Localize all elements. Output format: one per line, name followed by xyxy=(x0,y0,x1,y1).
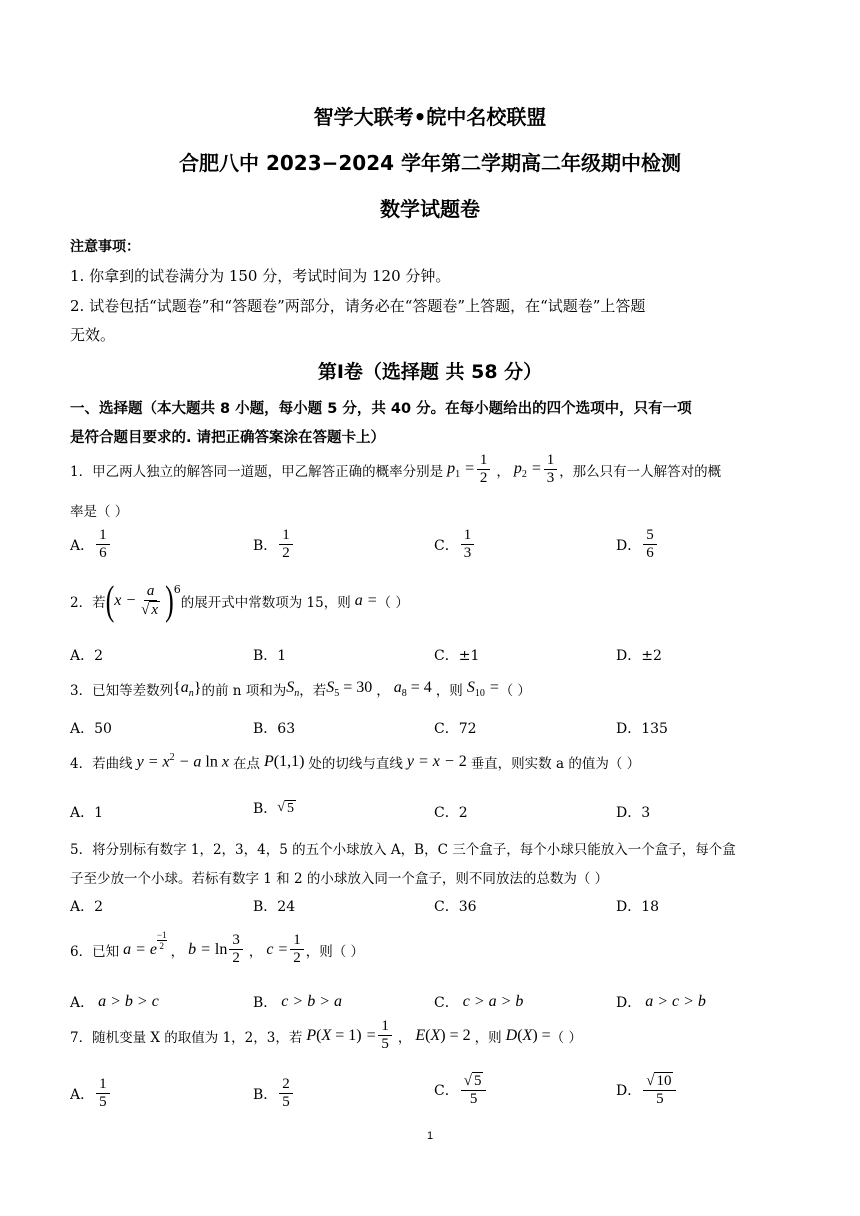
section-line2: 是符合题目要求的. 请把正确答案涂在答题卡上） xyxy=(70,430,386,446)
notes-title: 注意事项： xyxy=(70,239,140,255)
q1-option-b: B． $\frac{1}{2}$ xyxy=(253,527,295,563)
question-3: 3．已知等差数列 { $a_n$ } 的前 n 项和为 $S_n$ ，若 $S_5 = 30$ ， $a_8 = 4$ ，则 $S_{10}$ = （ ） xyxy=(70,679,531,700)
notes-item1: 1. 你拿到的试卷满分为 150 分，考试时间为 120 分钟。 xyxy=(70,267,451,285)
q5-option-c: C．36 xyxy=(434,899,477,915)
exam-header-line3: 数学试题卷 xyxy=(380,197,480,221)
question-2: 2．若 ( x − $\frac{a}{√ x}$ ) 6 的展开式中常数项为 15，则 a = （ ） xyxy=(70,577,409,624)
q7-option-b: B． $\frac{2}{5}$ xyxy=(253,1076,295,1112)
q1-p2: $p_2$ = xyxy=(513,459,542,480)
q4-option-a: A．1 xyxy=(70,805,104,821)
q3-option-b: B．63 xyxy=(253,721,296,737)
q7-option-c: C． $\frac{√ 5}{5}$ xyxy=(434,1072,488,1109)
q3-option-a: A．50 xyxy=(70,721,112,737)
q5-option-b: B．24 xyxy=(253,899,296,915)
q3-option-d: D．135 xyxy=(616,721,668,737)
q5-option-a: A．2 xyxy=(70,899,104,915)
q3-option-c: C．72 xyxy=(434,721,477,737)
q1-text-b: ，那么只有一人解答对的概 xyxy=(559,463,722,480)
page-number: 1 xyxy=(426,1130,434,1142)
q1-p2-frac: $\frac{1}{3}$ xyxy=(544,452,558,488)
q6-option-c: C． c > a > b xyxy=(434,993,524,1011)
q7-option-a: A． $\frac{1}{5}$ xyxy=(70,1076,112,1112)
q5-line2: 子至少放一个小球。若标有数字 1 和 2 的小球放入同一个盒子，则不同放法的总数为（ ） xyxy=(70,871,609,887)
question-6: 6．已知 a = e −1 2 ， b = ln $\frac{3}{2}$ ， c = $\frac{1}{2}$ ，则（ ） xyxy=(70,930,365,967)
q5-option-d: D．18 xyxy=(616,899,660,915)
notes-item2a: 2. 试卷包括“试题卷”和“答题卷”两部分，请务必在“答题卷”上答题，在“试题卷”上答题 xyxy=(70,297,646,315)
q2-option-c: C．±1 xyxy=(434,648,480,664)
part-title: 第Ⅰ卷（选择题 共 58 分） xyxy=(317,361,543,383)
q4-option-d: D．3 xyxy=(616,805,651,821)
section-line1: 一、选择题（本大题共 8 小题，每小题 5 分，共 40 分。在每小题给出的四个选项中，只有一项 xyxy=(70,401,692,417)
question-1: 1．甲乙两人独立的解答同一道题，甲乙解答正确的概率分别是 $p_1$ = $\frac{1}{2}$ ， $p_2$ = $\frac{1}{3}$ ，那么只有一人解答对的概 xyxy=(70,452,722,487)
question-7: 7．随机变量 X 的取值为 1，2，3，若 P(X = 1) = $\frac{1}{5}$ ， E(X) = 2 ，则 D(X) = （ ） xyxy=(70,1018,582,1053)
q1-p1-frac: $\frac{1}{2}$ xyxy=(477,452,491,488)
q2-option-a: A．2 xyxy=(70,648,104,664)
q1-option-c: C． $\frac{1}{3}$ xyxy=(434,527,476,563)
q1-p1: $p_1$ = xyxy=(447,459,475,480)
q1-option-a: A． $\frac{1}{6}$ xyxy=(70,527,112,563)
q2-option-d: D．±2 xyxy=(616,648,662,664)
q1-option-d: D． $\frac{5}{6}$ xyxy=(616,527,659,563)
q4-option-b: B． √ 5 xyxy=(253,800,294,817)
question-4: 4．若曲线 $y = x^2 - a$ ln x 在点 P(1,1) 处的切线与直线 y = x − 2 垂直，则实数 a 的值为（ ） xyxy=(70,752,641,772)
exam-header-line2: 合肥八中 2023−2024 学年第二学期高二年级期中检测 xyxy=(178,151,681,175)
q6-option-a: A． a > b > c xyxy=(70,993,159,1011)
q6-option-b: B． c > b > a xyxy=(253,993,342,1011)
q2-option-b: B．1 xyxy=(253,648,287,664)
q4-option-c: C．2 xyxy=(434,805,468,821)
q1-text-c: 率是（ ） xyxy=(70,504,129,520)
notes-item2b: 无效。 xyxy=(70,326,116,344)
q7-option-d: D． $\frac{√ 10}{5}$ xyxy=(616,1072,678,1109)
q6-option-d: D． a > c > b xyxy=(616,993,706,1011)
q5-line1: 5．将分别标有数字 1，2，3，4，5 的五个小球放入 A，B，C 三个盒子，每个小球只能放入一个盒子，每个盒 xyxy=(70,842,736,858)
q1-text-a: 1．甲乙两人独立的解答同一道题，甲乙解答正确的概率分别是 xyxy=(70,463,444,480)
exam-header-line1: 智学大联考•皖中名校联盟 xyxy=(313,105,547,129)
